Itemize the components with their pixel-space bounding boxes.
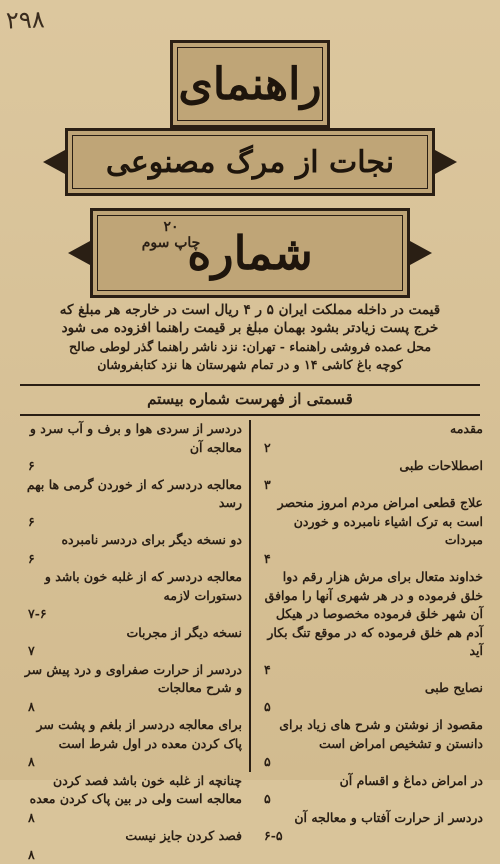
postage-line: خرج پست زیادتر بشود بهمان مبلغ بر قیمت راهنما افزوده می شود xyxy=(24,320,476,336)
toc-entry-text: دردسر از سردی هوا و برف و آب سرد و معالجه آن xyxy=(30,421,242,455)
toc-entry xyxy=(258,772,483,809)
toc-entry-page: ۷ xyxy=(22,642,242,661)
issue-plate xyxy=(90,208,410,298)
toc-entry-page: ۲ xyxy=(258,439,483,458)
toc-entry-text: مقصود از نوشتن و شرح های زیاد برای دانستن و تشخیص امراض است xyxy=(279,717,483,751)
toc-entry-page: ۳ xyxy=(258,476,483,495)
toc-entry-text: در امراض دماغ و اقسام آن xyxy=(340,773,483,788)
toc-entry-page: ۵ xyxy=(258,753,483,772)
toc-entry-page: ۸ xyxy=(22,809,242,828)
toc-entry-page: ۸ xyxy=(22,753,242,772)
toc-entry-text: خداوند متعال برای مرش هزار رقم دوا خلق فرموده و در هر شهری آنها را موافق آن شهر خلق فرموده مخصوصا در هیکل آدم هم خلق فرموده که در موقع تنگ بکار آید xyxy=(265,569,483,658)
toc-entry-text: دردسر از حرارت آفتاب و معالجه آن xyxy=(294,810,483,825)
address-line: کوچه باغ کاشی ۱۴ و در تمام شهرستان ها نزد کتابفروشان xyxy=(24,357,476,372)
toc-entry xyxy=(22,716,242,772)
toc-entry-text: دو نسخه دیگر برای دردسر نامبرده xyxy=(61,532,242,547)
toc-entry-text: دردسر از حرارت صفراوی و درد پیش سر و شرح معالجات xyxy=(25,662,242,696)
right-ornament-icon xyxy=(435,150,457,174)
toc-entry-text: برای معالجه دردسر از بلغم و پشت سر پاک کردن معده در اول شرط است xyxy=(36,717,242,751)
toc-entry xyxy=(22,568,242,624)
subtitle: نجات از مرگ مصنوعی xyxy=(106,145,394,180)
toc-entry-page: ۸ xyxy=(22,846,242,864)
toc-entry-page: ۵ xyxy=(258,790,483,809)
edition-box xyxy=(131,219,211,251)
toc-entry-text: فصد کردن جایز نیست xyxy=(125,828,242,843)
toc-entry-text: چنانچه از غلبه خون باشد فصد کردن معالجه است ولی در بین پاک کردن معده xyxy=(30,773,242,807)
handwritten-number: ۲۹۸ xyxy=(6,5,46,34)
toc-entry xyxy=(258,494,483,568)
toc-entry-text: معالجه دردسر که از غلبه خون باشد و دستورات لازمه xyxy=(45,569,242,603)
toc-entry xyxy=(22,827,242,864)
toc-entry-page: ۸ xyxy=(22,698,242,717)
top-rule xyxy=(20,384,480,386)
toc-entry-page: ۴ xyxy=(258,550,483,569)
toc-entry xyxy=(258,568,483,679)
toc-entry-page: ۴ xyxy=(258,661,483,680)
toc-entry-page: ۵ xyxy=(258,698,483,717)
toc-entry-page: ۶ xyxy=(22,550,242,569)
toc-entry xyxy=(22,531,242,568)
toc-entry-page: ۶-۵ xyxy=(258,827,483,846)
toc-right-column xyxy=(258,420,483,846)
issue-title: شماره xyxy=(187,226,312,280)
toc-entry-text: نصایح طبی xyxy=(425,680,483,695)
toc-entry-text: اصطلاحات طبی xyxy=(399,458,483,473)
toc-entry xyxy=(258,809,483,846)
toc-entry xyxy=(258,420,483,457)
left-ornament-icon xyxy=(68,241,90,265)
edition-label: چاپ سوم xyxy=(142,235,201,251)
distribution-line: محل عمده فروشی راهنماء - تهران: نزد ناشر راهنما گذر لوطی صالح xyxy=(24,339,476,354)
toc-entry-page: ۶ xyxy=(22,513,242,532)
right-ornament-icon xyxy=(410,241,432,265)
price-line: قیمت در داخله مملکت ایران ۵ ر ۴ ریال است در خارجه هر مبلغ که xyxy=(24,302,476,318)
toc-left-column xyxy=(22,420,242,864)
issue-number: ۲۰ xyxy=(131,219,211,235)
toc-entry-text: علاج قطعی امراض مردم امروز منحصر است به ترک اشیاء نامبرده و خوردن مبردات xyxy=(278,495,483,547)
toc-entry xyxy=(22,661,242,717)
toc-entry-text: معالجه دردسر که از خوردن گرمی ها بهم رسد xyxy=(27,477,242,511)
toc-entry xyxy=(22,420,242,476)
toc-entry-text: نسخه دیگر از مجربات xyxy=(126,625,242,640)
toc-entry xyxy=(258,679,483,716)
left-ornament-icon xyxy=(43,150,65,174)
toc-entry xyxy=(22,476,242,532)
toc-entry-text: مقدمه xyxy=(450,421,483,436)
column-divider xyxy=(249,420,251,772)
toc-entry-page: ۶ xyxy=(22,457,242,476)
subtitle-plate xyxy=(65,128,435,196)
bottom-rule xyxy=(20,414,480,416)
series-title: راهنمای xyxy=(178,59,321,110)
series-title-plate xyxy=(170,40,330,128)
toc-entry xyxy=(258,457,483,494)
toc-entry xyxy=(258,716,483,772)
toc-title: قسمتی از فهرست شماره بیستم xyxy=(20,390,480,408)
toc-entry-page: ۷-۶ xyxy=(22,605,242,624)
toc-entry xyxy=(22,624,242,661)
